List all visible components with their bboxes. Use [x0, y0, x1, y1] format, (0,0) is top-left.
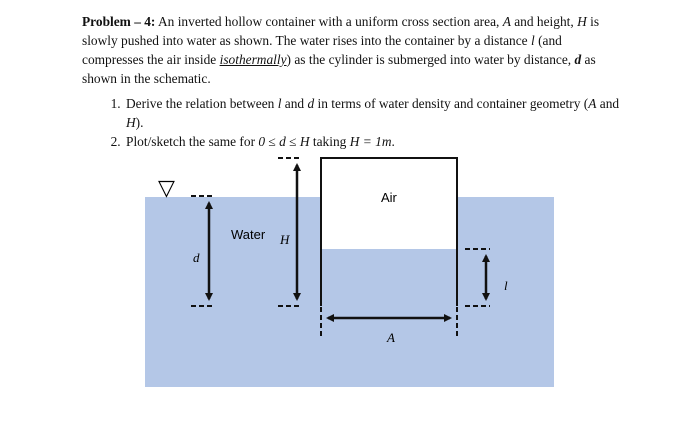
label-A: A	[387, 330, 395, 345]
label-H: H	[280, 232, 290, 247]
task-1-var-d: d	[307, 96, 315, 111]
task-2-mid: taking	[309, 134, 350, 149]
task-1-post: ).	[135, 115, 144, 130]
problem-text-5: ) as the cylinder is submerged into water by distance,	[286, 52, 575, 67]
problem-text-6: as shown in the schematic.	[82, 52, 596, 86]
var-A: A	[502, 14, 511, 29]
problem-text-4: (and compresses the air inside	[82, 33, 562, 67]
water-label: Water	[231, 227, 266, 242]
problem-text-1: An inverted hollow container with a uniform cross section area,	[155, 14, 503, 29]
task-2-pre: Plot/sketch the same for	[126, 134, 259, 149]
label-l: l	[504, 278, 508, 293]
task-1-mid2: in terms of water density and container geometry (	[314, 96, 589, 111]
task-1-var-l: l	[277, 96, 282, 111]
var-l: l	[530, 33, 535, 48]
problem-text-2: and height,	[510, 14, 578, 29]
water-surface-symbol: ▽	[158, 175, 175, 200]
task-1-var-A: A	[588, 96, 597, 111]
task-1-pre: Derive the relation between	[126, 96, 278, 111]
task-1-var-H: H	[126, 115, 136, 130]
var-H: H	[577, 14, 587, 29]
task-2-math-range: 0 ≤ d ≤ H	[258, 134, 310, 149]
task-2-math-H: H = 1m	[349, 134, 392, 149]
task-1-mid3: and	[596, 96, 620, 111]
isothermally-link: isothermally	[219, 52, 287, 67]
problem-text-3: is slowly pushed into water as shown. The water rises into the container by a distance	[82, 14, 600, 48]
problem-title: Problem – 4:	[82, 14, 156, 29]
task-1-mid1: and	[281, 96, 308, 111]
task-2-post: .	[391, 134, 395, 149]
var-d: d	[574, 52, 582, 67]
label-d: d	[193, 250, 200, 265]
air-label: Air	[381, 190, 397, 205]
